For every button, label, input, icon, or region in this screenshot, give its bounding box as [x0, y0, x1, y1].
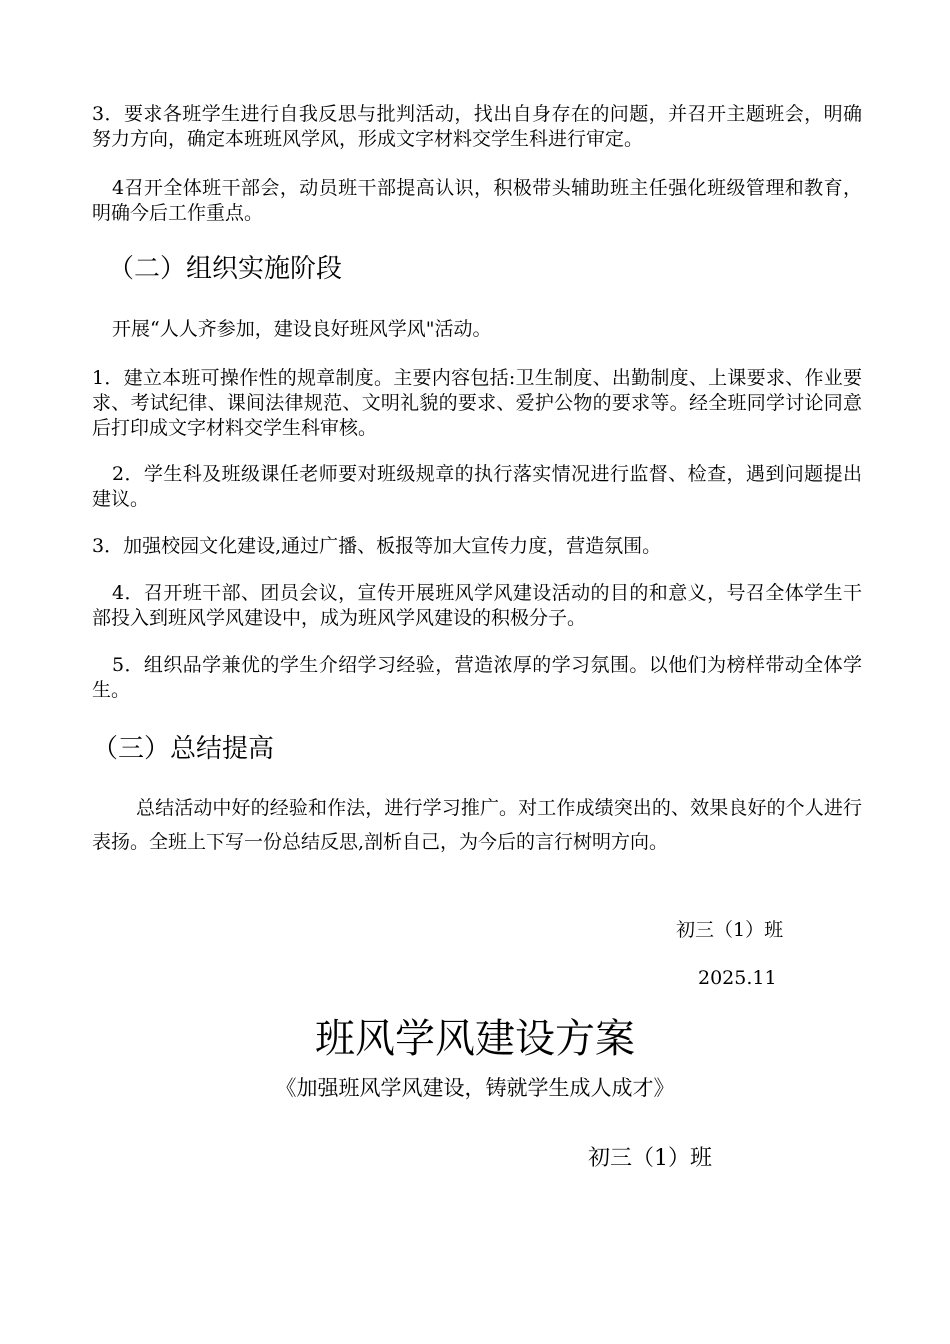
paragraph-phase2-intro: 开展“人人齐参加，建设良好班风学风"活动。 — [112, 318, 492, 340]
paragraph-phase2-item1: 1．建立本班可操作性的规章制度。主要内容包括:卫生制度、出勤制度、上课要求、作业要求、考试纪律、课间法律规范、文明礼貌的要求、爱护公物的要求等。经全班同学讨论同意后打印成文字材料交学生科审核。 — [92, 367, 862, 439]
paragraph-phase1-item4: 4召开全体班干部会，动员班干部提高认识，积极带头辅助班主任强化班级管理和教育，明确今后工作重点。 — [92, 177, 862, 224]
cover-title: 班风学风建设方案 — [315, 1016, 635, 1062]
paragraph-phase2-item2: 2．学生科及班级课任老师要对班级规章的执行落实情况进行监督、检查，遇到问题提出建议。 — [92, 463, 862, 510]
cover-class-name: 初三（1）班 — [588, 1146, 712, 1171]
paragraph-phase2-item5: 5．组织品学兼优的学生介绍学习经验，营造浓厚的学习氛围。以他们为榜样带动全体学生。 — [92, 654, 862, 701]
paragraph-phase2-item4: 4．召开班干部、团员会议，宣传开展班风学风建设活动的目的和意义，号召全体学生干部投入到班风学风建设中，成为班风学风建设的积极分子。 — [92, 582, 862, 629]
heading-phase3: （三）总结提高 — [92, 734, 275, 764]
heading-phase2: （二）组织实施阶段 — [108, 254, 343, 284]
signature-date: 2025.11 — [698, 967, 777, 989]
cover-subtitle: 《加强班风学风建设，铸就学生成人成才》 — [275, 1076, 675, 1100]
paragraph-phase2-item3: 3．加强校园文化建设,通过广播、板报等加大宣传力度，营造氛围。 — [92, 535, 662, 557]
signature-class-name: 初三（1）班 — [676, 919, 784, 941]
paragraph-phase3-body: 总结活动中好的经验和作法，进行学习推广。对工作成绩突出的、效果良好的个人进行表扬。全班上下写一份总结反思,剖析自己，为今后的言行树明方向。 — [92, 797, 862, 853]
paragraph-phase1-item3: 3．要求各班学生进行自我反思与批判活动，找出自身存在的问题，并召开主题班会，明确努力方向，确定本班班风学风，形成文字材料交学生科进行审定。 — [92, 103, 862, 150]
